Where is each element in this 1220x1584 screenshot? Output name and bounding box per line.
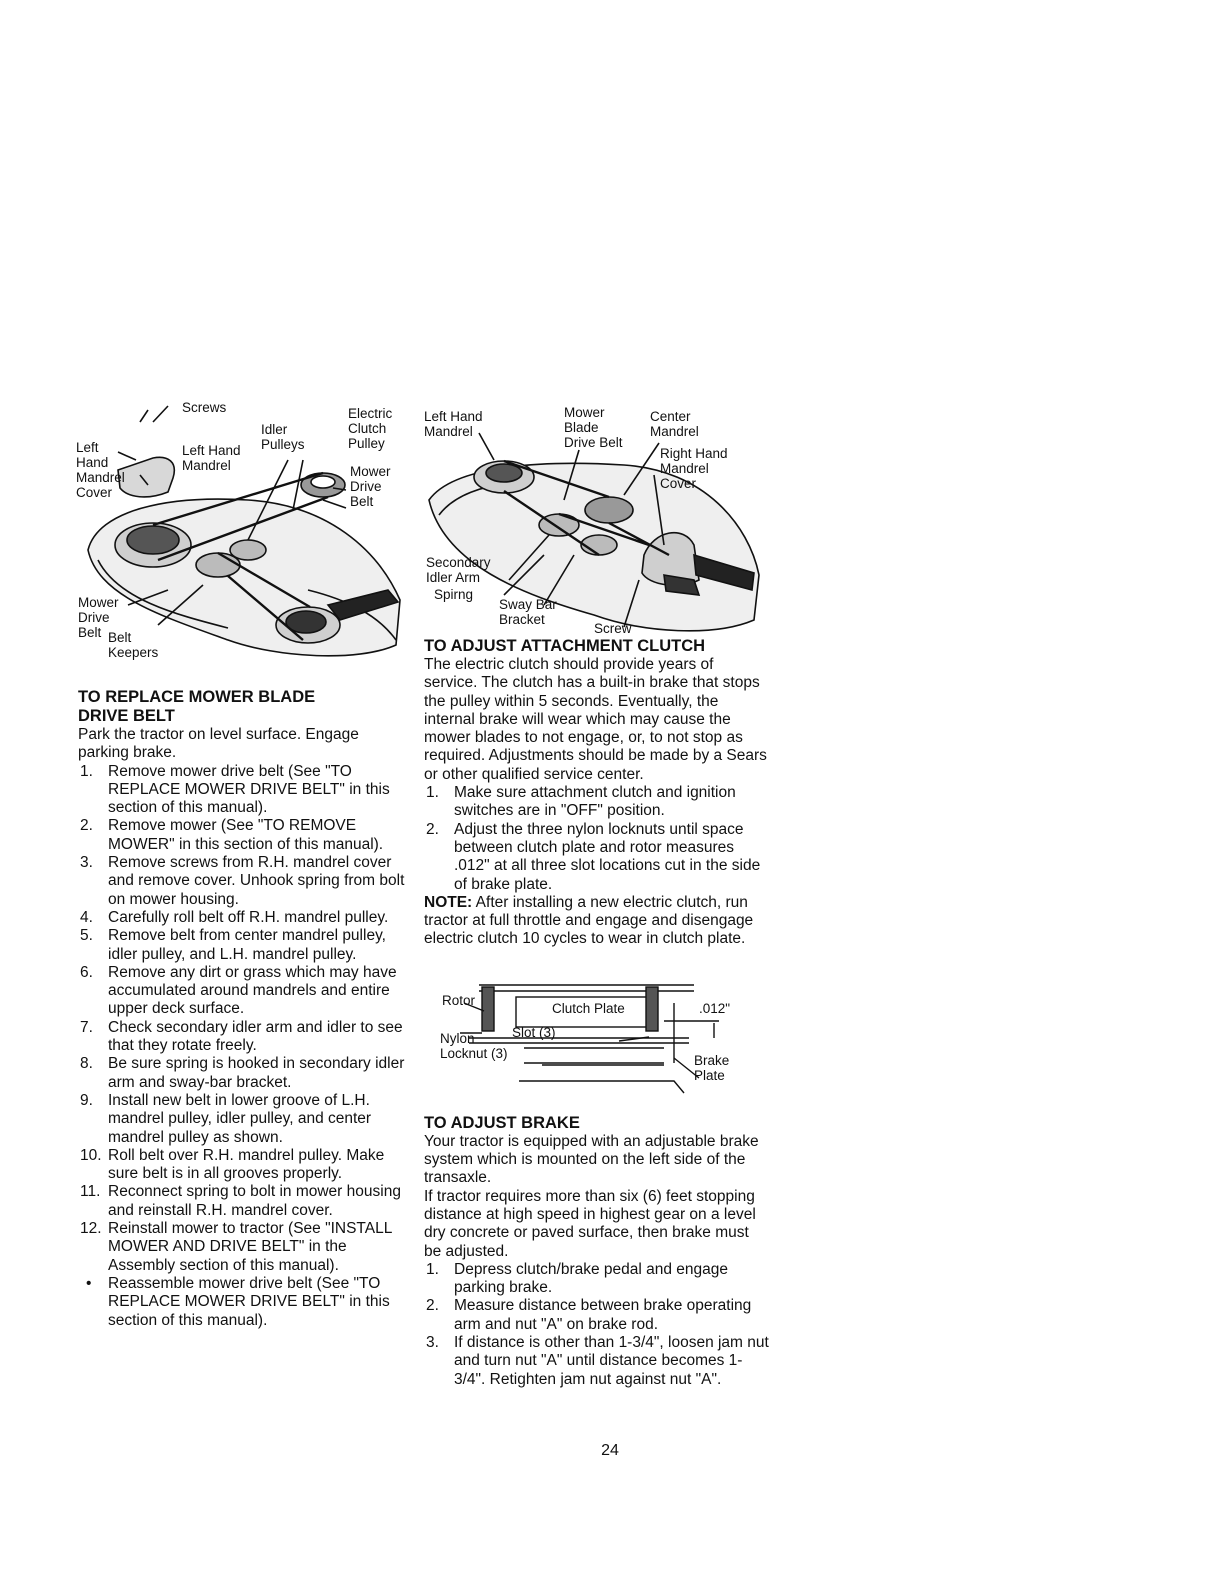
adjust-clutch-steps (424, 784, 769, 894)
label-left-hand-mandrel-cover: Left Hand Mandrel Cover (76, 440, 125, 500)
replace-belt-heading: TO REPLACE MOWER BLADE DRIVE BELT (78, 688, 316, 725)
list-item: 10. Roll belt over R.H. mandrel pulley. Make sure belt is in all grooves properly. (80, 1146, 385, 1183)
label-sway-bar-bracket: Sway Bar Bracket (499, 597, 557, 627)
label-idler-pulleys: Idler Pulleys (261, 422, 305, 452)
mower-deck-belt-figure (78, 400, 413, 662)
list-item: 3. Remove screws from R.H. mandrel cover and remove cover. Unhook spring from bolt on mower housing. (80, 854, 405, 908)
list-item: 12. Reinstall mower to tractor (See "INSTALL MOWER AND DRIVE BELT" in the Assembly section of this manual). (80, 1220, 392, 1274)
label-slot: Slot (3) (512, 1024, 556, 1040)
list-item: 1. Remove mower drive belt (See "TO REPLACE MOWER DRIVE BELT" in this section of this manual). (80, 762, 390, 817)
label-mower-blade-drive-belt: Mower Blade Drive Belt (564, 405, 623, 450)
list-item: 4. Carefully roll belt off R.H. mandrel pulley. (80, 908, 389, 926)
list-item: 2. Adjust the three nylon locknuts until space between clutch plate and rotor measures .012" at all three slot locations cut in the side of brake plate. (426, 820, 761, 893)
label-brake-plate: Brake Plate (694, 1052, 730, 1083)
label-secondary-idler-arm: Secondary Idler Arm (426, 555, 491, 585)
label-left-hand-mandrel: Left Hand Mandrel (424, 409, 483, 439)
replace-belt-steps (78, 763, 413, 1330)
label-electric-clutch-pulley: Electric Clutch Pulley (348, 406, 393, 451)
label-gap: .012" (699, 1000, 731, 1016)
label-spring: Spirng (434, 587, 474, 602)
label-right-hand-mandrel-cover: Right Hand Mandrel Cover (660, 446, 728, 491)
list-item: 1. Make sure attachment clutch and ignition switches are in "OFF" position. (426, 784, 736, 820)
adjust-brake-heading: TO ADJUST BRAKE (424, 1113, 580, 1132)
list-item: 7. Check secondary idler arm and idler to see that they rotate freely. (80, 1018, 403, 1055)
list-item: 9. Install new belt in lower groove of L.H. mandrel pulley, idler pulley, and center mandrel pulley as shown. (80, 1091, 372, 1146)
list-item: 2. Measure distance between brake operating arm and nut "A" on brake rod. (426, 1297, 752, 1333)
list-item: 5. Remove belt from center mandrel pulley, idler pulley, and L.H. mandrel pulley. (80, 927, 386, 963)
replace-belt-intro: Park the tractor on level surface. Engage parking brake. (78, 726, 359, 762)
adjust-brake-intro: Your tractor is equipped with an adjustable brake system which is mounted on the left side of the transaxle. (424, 1132, 759, 1187)
list-item: 6. Remove any dirt or grass which may have accumulated around mandrels and entire upper deck surface. (80, 963, 397, 1018)
clutch-gap-figure (424, 963, 769, 1108)
page-number: 24 (601, 1442, 619, 1459)
adjust-brake-steps (424, 1261, 769, 1389)
list-item: • Reassemble mower drive belt (See "TO REPLACE MOWER DRIVE BELT" in this section of this manual). (86, 1274, 390, 1329)
list-item: 1. Depress clutch/brake pedal and engage parking brake. (426, 1260, 729, 1297)
left-column (78, 400, 413, 1330)
label-belt-keepers: Belt Keepers (108, 630, 159, 660)
label-mower-drive-belt-left: Mower Drive Belt (78, 595, 119, 640)
label-left-hand-mandrel: Left Hand Mandrel (182, 443, 241, 473)
adjust-clutch-heading: TO ADJUST ATTACHMENT CLUTCH (424, 637, 706, 655)
label-mower-drive-belt-right: Mower Drive Belt (350, 464, 391, 509)
list-item: 8. Be sure spring is hooked in secondary idler arm and sway-bar bracket. (80, 1055, 405, 1091)
label-screw: Screw (594, 621, 632, 636)
list-item: 3. If distance is other than 1-3/4", loosen jam nut and turn nut "A" until distance becomes 1-3/4". Retighten jam nut against nut "A". (426, 1334, 769, 1388)
label-rotor: Rotor (442, 992, 476, 1008)
label-screws: Screws (182, 400, 227, 415)
right-column (424, 405, 769, 1389)
label-nylon-locknut: Nylon Locknut (3) (440, 1030, 508, 1061)
adjust-clutch-note: NOTE: After installing a new electric clutch, run tractor at full throttle and engage and disengage electric clutch 10 cycles to wear in clutch plate. (424, 893, 754, 948)
adjust-clutch-intro: The electric clutch should provide years of service. The clutch has a built-in brake that stops the pulley within 5 seconds. Eventually, the internal brake will wear which may cause the mower blades to not engage, or, to not stop as required. Adjustments should be made by a Sears or other qualified service center. (424, 656, 767, 783)
adjust-brake-intro-2: If tractor requires more than six (6) feet stopping distance at high speed in highest gear on a level dry concrete or paved surface, then brake must be adjusted. (424, 1187, 756, 1260)
label-center-mandrel: Center Mandrel (650, 409, 699, 439)
mower-deck-mandrel-figure (424, 405, 769, 637)
list-item: 11. Reconnect spring to bolt in mower housing and reinstall R.H. mandrel cover. (80, 1183, 401, 1219)
label-clutch-plate: Clutch Plate (552, 1000, 625, 1016)
list-item: 2. Remove mower (See "TO REMOVE MOWER" in this section of this manual). (80, 817, 384, 853)
